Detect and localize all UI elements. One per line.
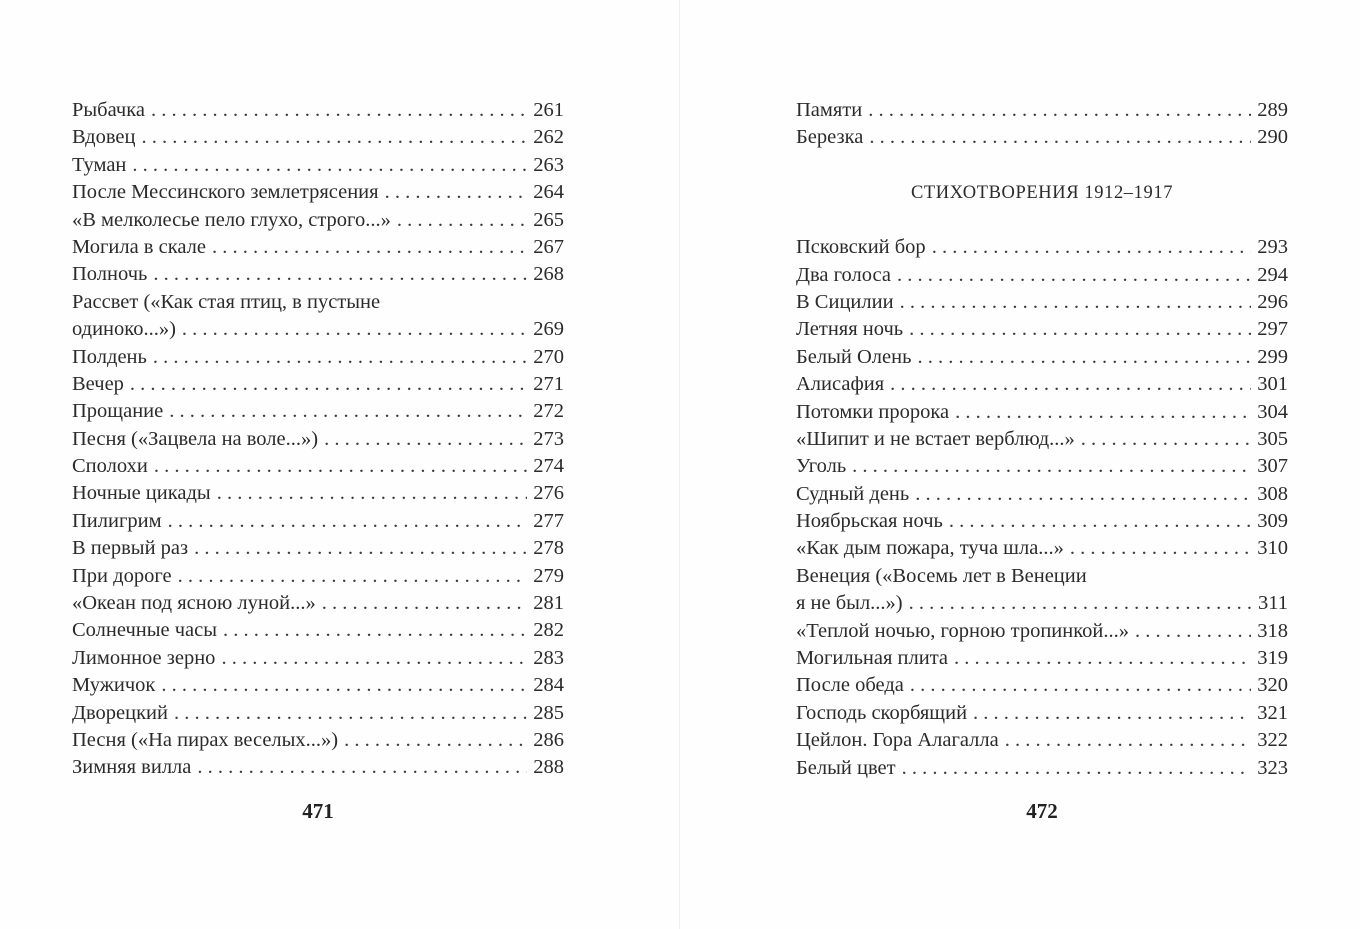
toc-entry-title: Потомки пророка — [796, 400, 950, 423]
toc-entry — [72, 97, 564, 124]
toc-entry — [72, 563, 564, 590]
dot-leader — [217, 480, 528, 507]
toc-entry — [796, 700, 1288, 727]
dot-leader — [141, 124, 527, 151]
section-heading: СТИХОТВОРЕНИЯ 1912–1917 — [910, 182, 1174, 203]
dot-leader — [182, 316, 527, 343]
toc-entry-page: 290 — [1257, 126, 1288, 149]
toc-entry-title: Белый цвет — [796, 756, 896, 779]
dot-leader — [954, 645, 1251, 672]
toc-entry-page: 293 — [1257, 236, 1288, 259]
toc-entry-title: Два голоса — [796, 263, 891, 286]
toc-entry-page: 272 — [533, 400, 564, 423]
toc-entry-title-line: Венеция («Восемь лет в Венеции — [796, 564, 1087, 587]
dot-leader — [153, 344, 527, 371]
toc-entry — [72, 645, 564, 672]
toc-entry — [72, 426, 564, 453]
toc-entry — [72, 124, 564, 151]
dot-leader — [949, 508, 1251, 535]
toc-entry-page: 285 — [533, 701, 564, 724]
dot-leader — [910, 672, 1251, 699]
toc-list-left — [72, 97, 564, 782]
right-page — [680, 0, 1360, 929]
toc-entry-page: 279 — [533, 564, 564, 587]
toc-entry-title: Цейлон. Гора Алагалла — [796, 729, 999, 752]
toc-entry-page: 307 — [1257, 455, 1288, 478]
toc-entry-title: Памяти — [796, 99, 863, 121]
dot-leader — [197, 754, 527, 781]
toc-entry-page: 274 — [533, 455, 564, 478]
toc-entry-title: После Мессинского землетрясения — [72, 181, 379, 204]
toc-entry-title: Зимняя вилла — [72, 756, 192, 779]
dot-leader — [897, 262, 1251, 289]
toc-entry — [72, 672, 564, 699]
toc-entry — [72, 590, 564, 617]
dot-leader — [973, 700, 1251, 727]
toc-entry-title: «Теплой ночью, горною тропинкой...» — [796, 619, 1129, 642]
toc-entry-title: Судный день — [796, 482, 910, 505]
dot-leader — [132, 152, 527, 179]
toc-entry — [72, 727, 564, 754]
toc-entry-title: «Океан под ясною луной...» — [72, 592, 316, 615]
toc-entry-title: Рыбачка — [72, 99, 145, 121]
toc-entry-page: 283 — [533, 646, 564, 669]
dot-leader — [344, 727, 527, 754]
page-number-left: 471 — [302, 799, 334, 823]
toc-entry-title: Пилигрим — [72, 509, 162, 532]
toc-entry-page: 267 — [533, 235, 564, 258]
dot-leader — [890, 371, 1251, 398]
toc-entry-title: Песня («Зацвела на воле...») — [72, 427, 319, 450]
toc-entry — [72, 480, 564, 507]
toc-entry-page: 278 — [533, 537, 564, 560]
toc-entry-title: «В мелколесье пело глухо, строго...» — [72, 208, 391, 231]
toc-entry — [72, 179, 564, 206]
dot-leader — [324, 426, 527, 453]
toc-entry-title: Белый Олень — [796, 345, 912, 368]
dot-leader — [902, 755, 1252, 782]
toc-entry — [796, 535, 1288, 562]
toc-entry-title: Уголь — [796, 455, 847, 478]
toc-entry-title: Господь скорбящий — [796, 701, 968, 724]
toc-entry-title-line: Рассвет («Как стая птиц, в пустыне — [72, 290, 381, 313]
toc-entry-title: Летняя ночь — [796, 318, 904, 341]
toc-entry — [796, 316, 1288, 343]
toc-entry-title: В первый раз — [72, 537, 189, 560]
toc-entry-title: Березка — [796, 126, 864, 149]
toc-entry — [796, 124, 1288, 151]
toc-entry-title: Сполохи — [72, 455, 148, 478]
toc-entry — [72, 617, 564, 644]
dot-leader — [322, 590, 528, 617]
dot-leader — [1005, 727, 1252, 754]
toc-entry-page: 323 — [1257, 756, 1288, 779]
toc-entry-title: Мужичок — [72, 674, 156, 697]
dot-leader — [385, 179, 528, 206]
toc-entry-page: 284 — [533, 674, 564, 697]
toc-list-right — [796, 97, 1288, 782]
toc-entry-page: 265 — [533, 208, 564, 231]
toc-entry-page: 268 — [533, 263, 564, 286]
toc-entry-page: 304 — [1257, 400, 1288, 423]
toc-entry — [72, 344, 564, 371]
toc-entry — [72, 700, 564, 727]
dot-leader — [869, 124, 1251, 151]
toc-group-before — [796, 97, 1288, 152]
toc-entry — [796, 344, 1288, 371]
toc-group-after — [796, 234, 1288, 782]
toc-entry — [796, 618, 1288, 645]
toc-entry-page: 281 — [533, 592, 564, 615]
toc-entry-title: Вечер — [72, 372, 124, 395]
dot-leader — [153, 261, 527, 288]
toc-entry-title: Полночь — [72, 263, 148, 286]
toc-entry-title: Дворецкий — [72, 701, 168, 724]
toc-entry — [72, 234, 564, 261]
toc-entry — [796, 399, 1288, 426]
toc-entry-page: 308 — [1257, 482, 1288, 505]
toc-entry-title: «Шипит и не встает верблюд...» — [796, 427, 1075, 450]
dot-leader — [212, 234, 527, 261]
dot-leader — [174, 700, 527, 727]
dot-leader — [955, 399, 1251, 426]
toc-entry-page: 318 — [1257, 619, 1288, 642]
dot-leader — [909, 316, 1251, 343]
dot-leader — [178, 563, 528, 590]
toc-entry-title: Псковский бор — [796, 236, 926, 259]
toc-entry-page: 262 — [533, 126, 564, 149]
toc-entry-page: 286 — [533, 728, 564, 751]
toc-entry-title: Ночные цикады — [72, 482, 211, 505]
toc-entry-page: 320 — [1257, 674, 1288, 697]
dot-leader — [1135, 618, 1251, 645]
toc-entry-page: 310 — [1257, 537, 1288, 560]
dot-leader — [223, 617, 527, 644]
dot-leader — [852, 453, 1251, 480]
toc-entry — [796, 508, 1288, 535]
toc-entry-page: 270 — [533, 345, 564, 368]
toc-entry — [72, 508, 564, 535]
dot-leader — [194, 535, 527, 562]
dot-leader — [1081, 426, 1251, 453]
toc-entry-page: 296 — [1257, 290, 1288, 313]
toc-entry-title: «Как дым пожара, туча шла...» — [796, 537, 1064, 560]
dot-leader — [915, 481, 1251, 508]
toc-entry — [796, 672, 1288, 699]
toc-entry — [72, 398, 564, 425]
dot-leader — [169, 398, 527, 425]
toc-entry — [796, 755, 1288, 782]
dot-leader — [397, 207, 527, 234]
toc-entry-title: Прощание — [72, 400, 164, 423]
toc-entry-page: 319 — [1257, 647, 1288, 670]
toc-entry — [796, 481, 1288, 508]
toc-entry-title: После обеда — [796, 674, 904, 697]
toc-entry-title: я не был...») — [796, 592, 903, 615]
dot-leader — [221, 645, 527, 672]
toc-entry — [72, 535, 564, 562]
toc-entry — [796, 234, 1288, 261]
toc-entry-page: 282 — [533, 619, 564, 642]
toc-entry-title: Песня («На пирах веселых...») — [72, 728, 339, 751]
toc-entry-page: 289 — [1257, 99, 1288, 121]
toc-entry — [796, 645, 1288, 672]
dot-leader — [917, 344, 1251, 371]
toc-entry-title: Вдовец — [72, 126, 136, 149]
toc-entry — [796, 97, 1288, 124]
dot-leader — [154, 453, 527, 480]
toc-entry-page: 264 — [533, 181, 564, 204]
toc-entry — [796, 590, 1288, 617]
toc-entry-title: В Сицилии — [796, 290, 894, 313]
toc-entry — [72, 371, 564, 398]
toc-entry-page: 271 — [533, 372, 564, 395]
toc-entry-title: Алисафия — [796, 373, 885, 396]
toc-entry — [796, 289, 1288, 316]
dot-leader — [130, 371, 527, 398]
toc-entry — [72, 754, 564, 781]
toc-entry — [72, 152, 564, 179]
toc-entry-title: Могильная плита — [796, 647, 949, 670]
toc-entry-page: 261 — [533, 99, 564, 121]
toc-entry-page: 299 — [1257, 345, 1288, 368]
toc-entry-title: Ноябрьская ночь — [796, 510, 943, 533]
toc-entry-title: одиноко...») — [72, 318, 176, 341]
toc-entry-page: 305 — [1257, 427, 1288, 450]
toc-entry-title: Полдень — [72, 345, 147, 368]
dot-leader — [151, 97, 527, 124]
toc-entry-page: 288 — [533, 756, 564, 779]
toc-entry — [72, 261, 564, 288]
toc-entry-page: 263 — [533, 153, 564, 176]
toc-entry-page: 294 — [1257, 263, 1288, 286]
toc-entry-page: 301 — [1257, 373, 1288, 396]
toc-entry-title: Могила в скале — [72, 235, 206, 258]
toc-entry-page: 277 — [533, 509, 564, 532]
toc-entry — [796, 727, 1288, 754]
dot-leader — [1070, 535, 1251, 562]
dot-leader — [900, 289, 1252, 316]
toc-entry-page: 311 — [1258, 592, 1288, 615]
toc-entry-page: 276 — [533, 482, 564, 505]
toc-entry-title: Лимонное зерно — [72, 646, 216, 669]
toc-entry — [72, 316, 564, 343]
toc-entry-page: 321 — [1257, 701, 1288, 724]
dot-leader — [932, 234, 1252, 261]
dot-leader — [168, 508, 528, 535]
toc-entry-title: При дороге — [72, 564, 172, 587]
toc-entry — [796, 453, 1288, 480]
dot-leader — [161, 672, 527, 699]
toc-entry-page: 322 — [1257, 729, 1288, 752]
toc-entry-page: 273 — [533, 427, 564, 450]
dot-leader — [909, 590, 1252, 617]
page-number-right: 472 — [1026, 799, 1058, 823]
toc-entry-page: 297 — [1257, 318, 1288, 341]
toc-entry — [796, 262, 1288, 289]
toc-entry-page: 269 — [533, 318, 564, 341]
toc-entry — [72, 453, 564, 480]
toc-entry-title: Туман — [72, 153, 127, 176]
toc-entry-page: 309 — [1257, 510, 1288, 533]
toc-entry — [796, 371, 1288, 398]
toc-entry-title: Солнечные часы — [72, 619, 218, 642]
dot-leader — [868, 97, 1251, 124]
toc-entry — [72, 207, 564, 234]
toc-entry — [796, 426, 1288, 453]
